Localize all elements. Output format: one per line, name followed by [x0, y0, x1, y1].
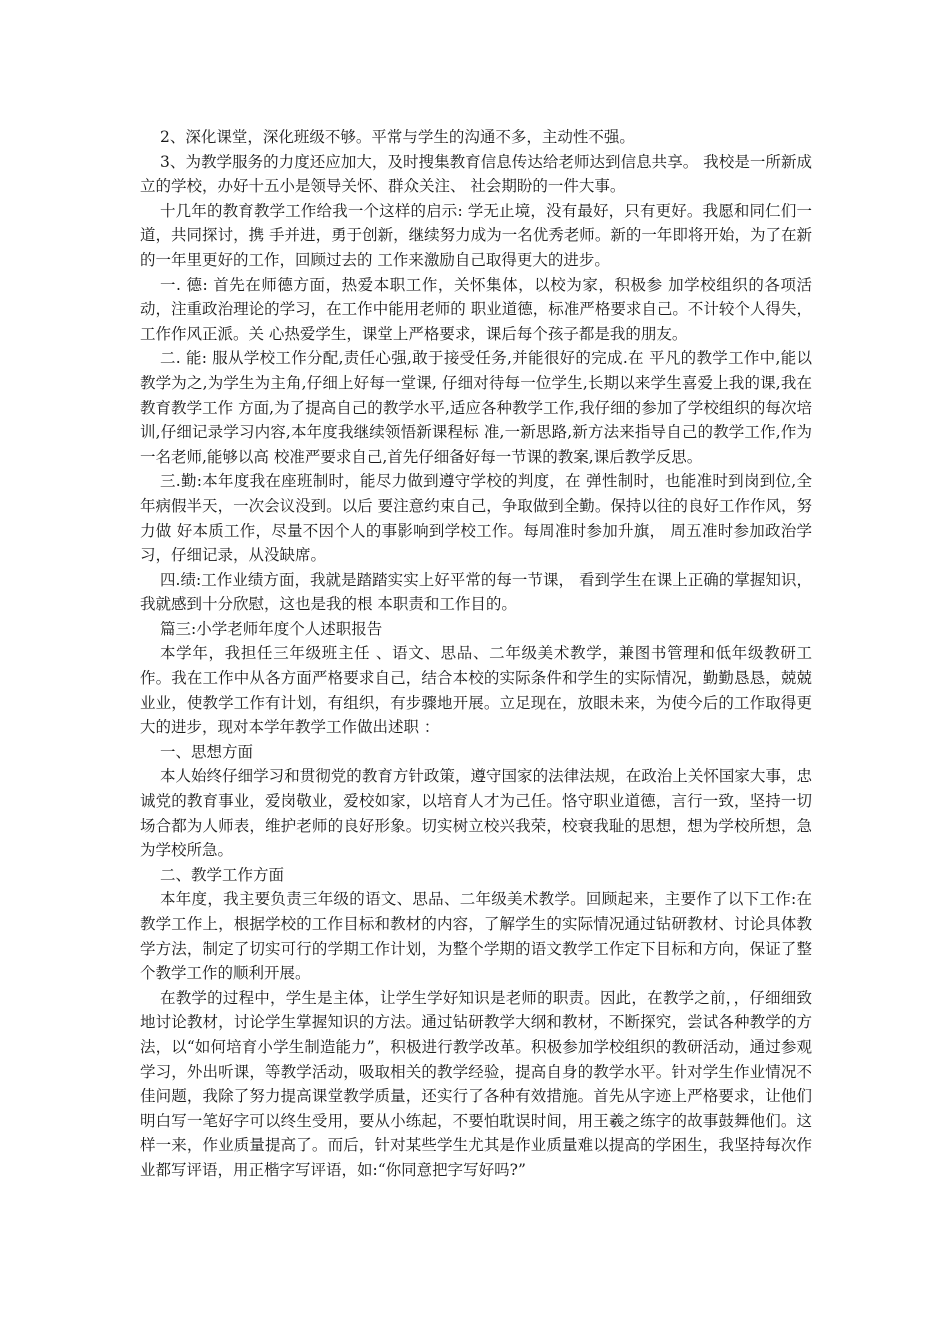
- paragraph: 2、深化课堂，深化班级不够。平常与学生的沟通不多，主动性不强。: [160, 128, 635, 146]
- paragraph: 本年度，我主要负责三年级的语文、思品、二年级美术教学。回顾起来，主要作了以下工作:在教学工作上，根据学校的工作目标和教材的内容，了解学生的实际情况通过钻研教材、讨论具体教学方法，制定了切实可行的学期工作计划，为整个学期的语文教学工作定下目标和方向，保证了整个教学工作的顺利开展。: [140, 890, 812, 983]
- paragraph: 本学年，我担任三年级班主任 、语文、思品、二年级美术教学，兼图书管理和低年级教研工作。我在工作中从各方面严格要求自己，结合本校的实际条件和学生的实际情况，勤勤恳恳，兢兢业业，使教学工作有计划，有组织，有步骤地开展。立足现在，放眼未来，为使今后的工作取得更大的进步，现对本学年教学工作做出述职 ：: [140, 644, 812, 737]
- section-title: 篇三:小学老师年度个人述职报告: [160, 619, 383, 638]
- paragraph: 本人始终仔细学习和贯彻党的教育方针政策，遵守国家的法律法规，在政治上关怀国家大事，忠诚党的教育事业，爱岗敬业，爱校如家，以培育人才为己任。恪守职业道德，言行一致，坚持一切场合都为人师表，维护老师的良好形象。切实树立校兴我荣，校衰我耻的思想，想为学校所想，急为学校所急。: [140, 767, 812, 860]
- section-heading: 二、教学工作方面: [160, 865, 285, 884]
- paragraph: 一. 德: 首先在师德方面，热爱本职工作，关怀集体，以校为家，积极参 加学校组织的各项活动，注重政治理论的学习，在工作中能用老师的 职业道德，标准严格要求自己。不计较个人得失，工作作风正派。关 心热爱学生，课堂上严格要求，课后每个孩子都是我的朋友。: [140, 275, 812, 343]
- paragraph: 十几年的教育教学工作给我一个这样的启示: 学无止境，没有最好，只有更好。我愿和同仁们一道，共同探讨，携 手并进，勇于创新，继续努力成为一名优秀老师。新的一年即将开始，为了在新的一年里更好的工作，回顾过去的 工作来激励自己取得更大的进步。: [140, 201, 812, 269]
- paragraph: 三.勤:本年度我在座班制时，能尽力做到遵守学校的判度，在 弹性制时，也能准时到岗到位,全年病假半天，一次会议没到。以后 要注意约束自己，争取做到全勤。保持以往的良好工作作风，努力做 好本质工作，尽量不因个人的事影响到学校工作。每周准时参加升旗， 周五准时参加政治学习，仔细记录，从没缺席。: [140, 472, 812, 565]
- paragraph: 3、为教学服务的力度还应加大，及时搜集教育信息传达给老师达到信息共享。 我校是一所新成立的学校，办好十五小是领导关怀、群众关注、 社会期盼的一件大事。: [140, 152, 812, 196]
- document-page: [140, 125, 812, 1183]
- paragraph: 在教学的过程中，学生是主体，让学生学好知识是老师的职责。因此，在教学之前，，仔细细致地讨论教材，讨论学生掌握知识的方法。通过钻研教学大纲和教材，不断探究，尝试各种教学的方法，以“如何培育小学生制造能力”，积极进行教学改革。积极参加学校组织的教研活动，通过参观学习，外出听课，等教学活动，吸取相关的教学经验，提高自身的教学水平。针对学生作业情况不佳问题，我除了努力提高课堂教学质量，还实行了各种有效措施。首先从字迹上严格要求，让他们明白写一笔好字可以终生受用，要从小练起，不要怕耽误时间，用王羲之练字的故事鼓舞他们。这样一来，作业质量提高了。而后，针对某些学生尤其是作业质量难以提高的学困生，我坚持每次作业都写评语，用正楷字写评语，如:“你同意把字写好吗?”: [140, 988, 812, 1179]
- paragraph: 四.绩:工作业绩方面，我就是踏踏实实上好平常的每一节课， 看到学生在课上正确的掌握知识，我就感到十分欣慰，这也是我的根 本职责和工作目的。: [140, 570, 812, 614]
- paragraph: 二. 能: 服从学校工作分配,责任心强,敢于接受任务,并能很好的完成.在 平凡的教学工作中,能以教学为之,为学生为主角,仔细上好每一堂课, 仔细对待每一位学生,长期以来学生喜爱上我的课,我在教育教学工作 方面,为了提高自己的教学水平,适应各种教学工作,我仔细的参加了学校组织的每次培训,仔细记录学习内容,本年度我继续领悟新课程标 准,一新思路,新方法来指导自己的教学工作,作为一名老师,能够以高 校准严要求自己,首先仔细备好每一节课的教案,课后教学反思。: [140, 349, 812, 466]
- section-heading: 一、思想方面: [160, 742, 254, 761]
